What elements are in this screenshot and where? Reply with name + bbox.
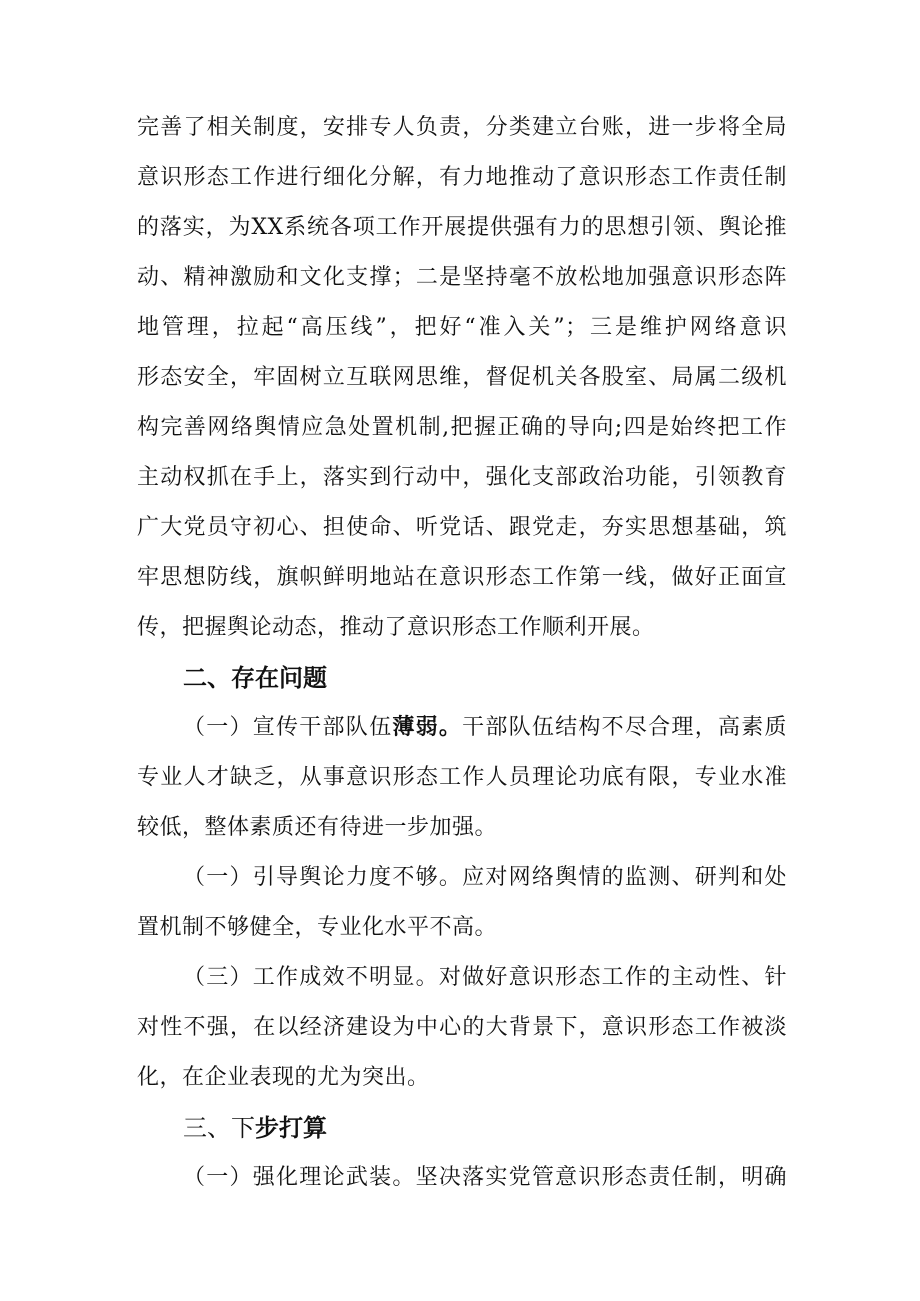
paragraph-line: 动、精神激励和文化支撑；二是坚持毫不放松地加强意识形态阵: [137, 265, 787, 290]
paragraph-line: 置机制不够健全，专业化水平不高。: [137, 915, 498, 940]
problem-item-1-lead: （一）宣传干部队伍: [183, 715, 393, 740]
section-heading-next-steps-bold: 步打算: [255, 1114, 327, 1142]
paragraph-line: 主动权抓在手上，落实到行动中，强化支部政治功能，引领教育: [137, 465, 787, 490]
paragraph-line: 形态安全，牢固树立互联网思维，督促机关各股室、局属二级机: [137, 365, 787, 390]
problem-item-2-first-line: （一）引导舆论力度不够。应对网络舆情的监测、研判和处: [183, 865, 787, 890]
paragraph-line: 广大党员守初心、担使命、听党话、跟党走，夯实思想基础，筑: [137, 515, 787, 540]
paragraph-line: 对性不强，在以经济建设为中心的大背景下，意识形态工作被淡: [137, 1015, 787, 1040]
problem-item-1-first-line: [183, 706, 787, 750]
paragraph-line: 专业人才缺乏，从事意识形态工作人员理论功底有限，专业水准: [137, 765, 787, 790]
paragraph-line: 意识形态工作进行细化分解，有力地推动了意识形态工作责任制: [137, 165, 787, 190]
paragraph-line: 的落实，为XX系统各项工作开展提供强有力的思想引领、舆论推: [137, 215, 787, 240]
paragraph-line: 完善了相关制度，安排专人负责，分类建立台账，进一步将全局: [137, 115, 787, 140]
paragraph-line: 传，把握舆论动态，推动了意识形态工作顺利开展。: [137, 615, 655, 640]
section-heading-next-steps: [183, 1106, 327, 1150]
paragraph-line: 较低，整体素质还有待进一步加强。: [137, 815, 498, 840]
paragraph-line: 牢思想防线，旗帜鲜明地站在意识形态工作第一线，做好正面宣: [137, 565, 787, 590]
plan-item-1-first-line: （一）强化理论武装。坚决落实党管意识形态责任制，明确: [183, 1165, 787, 1190]
paragraph-line: 地管理，拉起“高压线”，把好“准入关”；三是维护网络意识: [137, 315, 787, 340]
problem-item-1-lead-rest: 干部队伍结构不尽合理，高素质: [462, 715, 787, 740]
section-heading-problems: 二、存在问题: [183, 664, 327, 692]
paragraph-line: 构完善网络舆情应急处置机制,把握正确的导向;四是始终把工作: [137, 415, 787, 440]
problem-item-1-lead-bold: 薄弱。: [392, 715, 463, 740]
problem-item-3-first-line: （三）工作成效不明显。对做好意识形态工作的主动性、针: [183, 965, 787, 990]
section-heading-next-steps-prefix: 三、下: [183, 1114, 255, 1142]
paragraph-line: 化，在企业表现的尤为突出。: [137, 1065, 430, 1090]
